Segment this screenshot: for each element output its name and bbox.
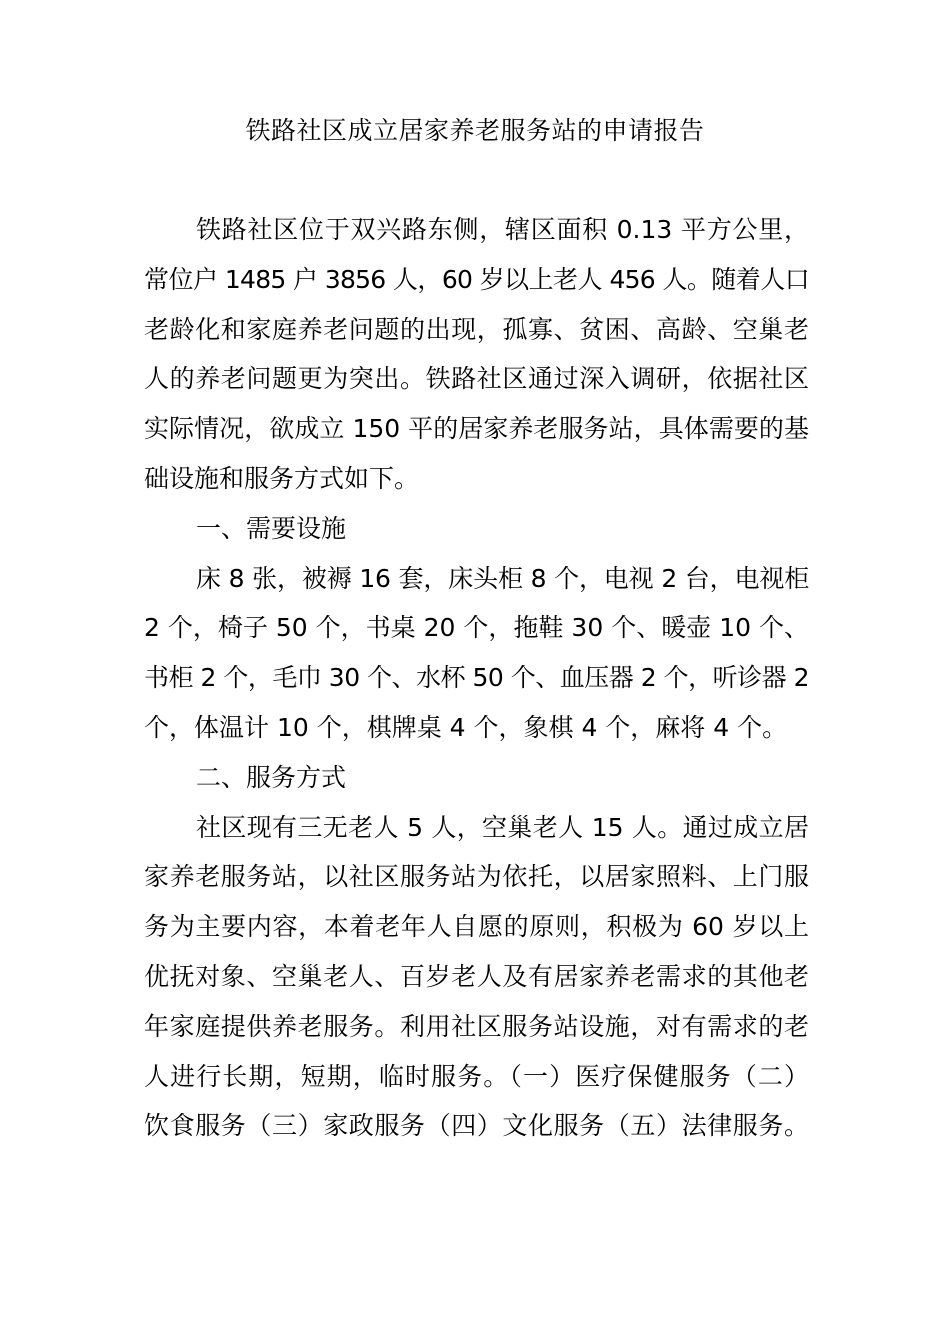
paragraph-line: 优抚对象、空巢老人、百岁老人及有居家养老需求的其他老 bbox=[144, 961, 809, 991]
paragraph-line: 书柜 2 个，毛巾 30 个、水杯 50 个、血压器 2 个，听诊器 2 bbox=[144, 663, 809, 693]
paragraph-line: 老龄化和家庭养老问题的出现，孤寡、贫困、高龄、空巢老 bbox=[144, 314, 809, 344]
paragraph-line: 个，体温计 10 个，棋牌桌 4 个，象棋 4 个，麻将 4 个。 bbox=[144, 712, 788, 742]
paragraph-line: 人的养老问题更为突出。铁路社区通过深入调研，依据社区 bbox=[144, 364, 809, 394]
document-body bbox=[144, 205, 809, 1151]
paragraph-line: 二、服务方式 bbox=[196, 762, 347, 792]
paragraph-line: 床 8 张，被褥 16 套，床头柜 8 个，电视 2 台，电视柜 bbox=[196, 563, 809, 593]
paragraph-line: 铁路社区位于双兴路东侧，辖区面积 0.13 平方公里， bbox=[196, 215, 809, 244]
paragraph-line: 人进行长期，短期，临时服务。（一）医疗保健服务（二） bbox=[144, 1061, 809, 1091]
paragraph-line: 务为主要内容，本着老年人自愿的原则，积极为 60 岁以上 bbox=[144, 912, 809, 942]
paragraph-line: 实际情况，欲成立 150 平的居家养老服务站，具体需要的基 bbox=[144, 414, 809, 444]
paragraph-line: 社区现有三无老人 5 人，空巢老人 15 人。通过成立居 bbox=[196, 812, 809, 842]
paragraph-line: 2 个，椅子 50 个，书桌 20 个，拖鞋 30 个、暖壶 10 个、 bbox=[144, 613, 809, 643]
paragraph-line: 础设施和服务方式如下。 bbox=[144, 463, 420, 493]
paragraph-line: 家养老服务站，以社区服务站为依托，以居家照料、上门服 bbox=[144, 862, 809, 892]
document-title: 铁路社区成立居家养老服务站的申请报告 bbox=[245, 116, 705, 145]
paragraph-line: 饮食服务（三）家政服务（四）文化服务（五）法律服务。 bbox=[144, 1111, 809, 1141]
paragraph-line: 年家庭提供养老服务。利用社区服务站设施，对有需求的老 bbox=[144, 1011, 809, 1041]
paragraph-line: 常位户 1485 户 3856 人，60 岁以上老人 456 人。随着人口 bbox=[144, 264, 809, 294]
paragraph-line: 一、需要设施 bbox=[196, 513, 347, 543]
